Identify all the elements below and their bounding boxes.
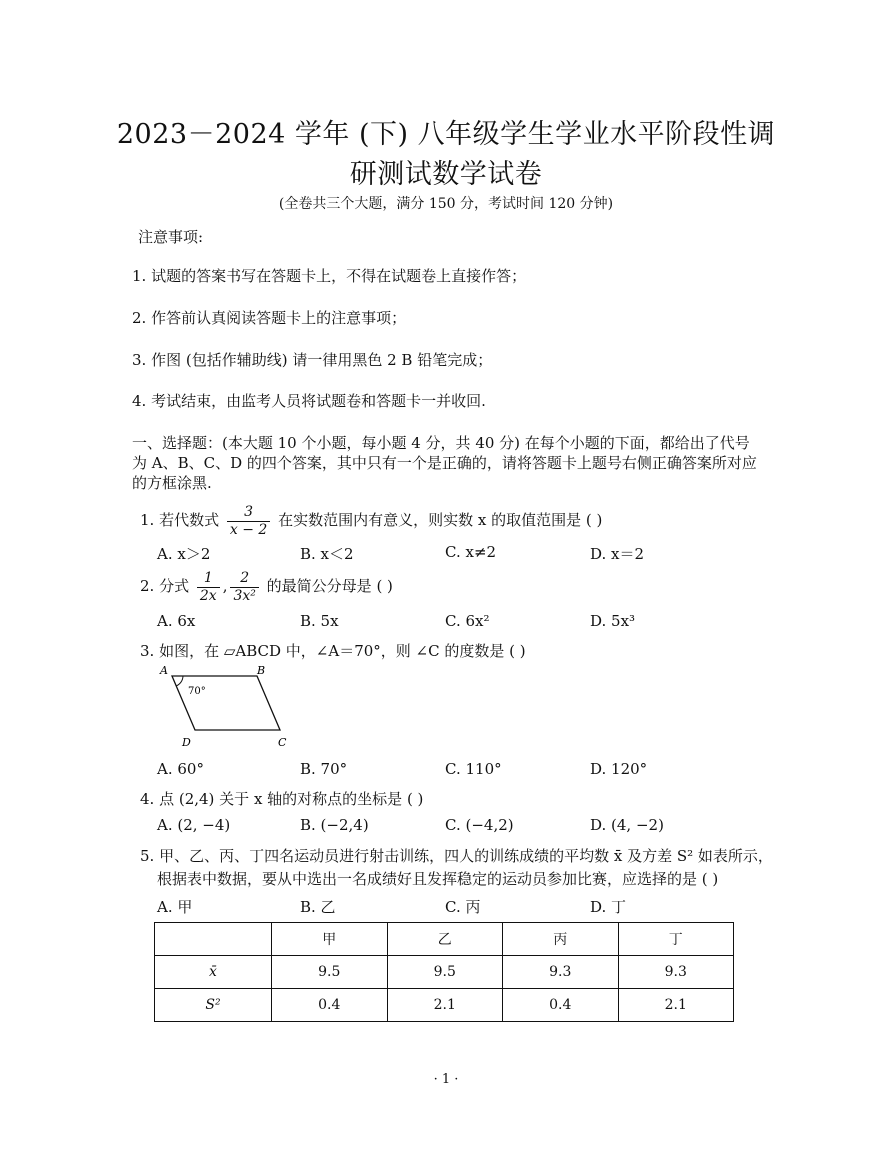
note-item: 2. 作答前认真阅读答题卡上的注意事项；: [132, 309, 407, 327]
q1-fraction: [227, 504, 270, 539]
table-cell: 甲: [272, 923, 388, 956]
section1-line1: 一、选择题：(本大题 10 个小题，每小题 4 分，共 40 分) 在每个小题的下面，都给出了代号: [132, 434, 750, 452]
notes-heading: 注意事项:: [138, 228, 204, 246]
q1-option-a: A. x＞2: [157, 545, 211, 563]
q5-option-d: D. 丁: [590, 898, 627, 916]
page-number: · 1 ·: [433, 1072, 459, 1087]
angle-label: 70°: [188, 686, 206, 697]
q2-fraction-2: [230, 570, 258, 605]
exam-title-line1: 2023－2024 学年 (下) 八年级学生学业水平阶段性调: [116, 119, 776, 150]
vertex-label-d: D: [182, 736, 191, 749]
q1-option-b: B. x＜2: [300, 545, 354, 563]
exam-subtitle: (全卷共三个大题，满分 150 分，考试时间 120 分钟): [278, 196, 614, 212]
q2-suffix: 的最简公分母是 ( ): [266, 577, 393, 595]
q2-frac2-den: 3x²: [233, 587, 256, 604]
table-cell: 9.5: [272, 956, 388, 989]
question-5-line2: 根据表中数据，要从中选出一名成绩好且发挥稳定的运动员参加比赛，应选择的是 ( ): [157, 870, 719, 888]
table-row: [155, 956, 734, 989]
table-cell: 乙: [387, 923, 503, 956]
q2-frac1-num: 1: [197, 570, 220, 588]
table-cell: 9.3: [503, 956, 619, 989]
q4-option-c: C. (−4,2): [445, 816, 514, 834]
q3-option-b: B. 70°: [300, 760, 348, 778]
table-cell: x̄: [155, 956, 272, 989]
parallelogram-shape: [172, 676, 280, 730]
table-cell: 丁: [618, 923, 734, 956]
table-cell: 2.1: [618, 989, 734, 1022]
q2-option-b: B. 5x: [300, 612, 339, 630]
note-item: 3. 作图 (包括作辅助线) 请一律用黑色 2 B 铅笔完成；: [132, 351, 493, 369]
table-cell: 9.3: [618, 956, 734, 989]
q1-prefix: 1. 若代数式: [140, 511, 220, 529]
table-header-row: [155, 923, 734, 956]
q4-option-d: D. (4, −2): [590, 816, 664, 834]
section1-line2: 为 A、B、C、D 的四个答案，其中只有一个是正确的，请将答题卡上题号右侧正确答案所对应: [132, 454, 757, 472]
note-item: 4. 考试结束，由监考人员将试题卷和答题卡一并收回.: [132, 392, 486, 410]
q2-separator: ,: [222, 577, 228, 595]
q2-prefix: 2. 分式: [140, 577, 190, 595]
question-4: 4. 点 (2,4) 关于 x 轴的对称点的坐标是 ( ): [140, 790, 424, 808]
question-1: [140, 500, 602, 540]
q1-frac-den: x − 2: [229, 521, 268, 538]
table-row: [155, 989, 734, 1022]
parallelogram-figure: [150, 660, 300, 752]
q5-option-c: C. 丙: [445, 898, 481, 916]
q5-option-a: A. 甲: [157, 898, 193, 916]
q2-frac1-den: 2x: [199, 587, 217, 604]
q4-option-b: B. (−2,4): [300, 816, 369, 834]
q1-option-c: C. x≠2: [445, 543, 497, 561]
q2-option-c: C. 6x²: [445, 612, 490, 630]
exam-title-line2: 研测试数学试卷: [349, 159, 543, 190]
q3-option-a: A. 60°: [157, 760, 204, 778]
q1-frac-num: 3: [227, 504, 270, 522]
table-cell: 丙: [503, 923, 619, 956]
question-2: [140, 566, 393, 606]
q3-option-c: C. 110°: [445, 760, 502, 778]
vertex-label-a: A: [160, 664, 168, 677]
q3-option-d: D. 120°: [590, 760, 648, 778]
vertex-label-b: B: [257, 664, 266, 677]
table-cell: [155, 923, 272, 956]
score-table: [154, 922, 734, 1022]
section1-line3: 的方框涂黑.: [132, 474, 212, 492]
note-item: 1. 试题的答案书写在答题卡上，不得在试题卷上直接作答；: [132, 267, 527, 285]
table-cell: 0.4: [503, 989, 619, 1022]
table-cell: 0.4: [272, 989, 388, 1022]
table-cell: S²: [155, 989, 272, 1022]
table-cell: 2.1: [387, 989, 503, 1022]
q4-option-a: A. (2, −4): [157, 816, 231, 834]
question-3: 3. 如图，在 ▱ABCD 中，∠A＝70°，则 ∠C 的度数是 ( ): [140, 642, 526, 660]
q2-option-a: A. 6x: [157, 612, 196, 630]
q2-fraction-1: [197, 570, 220, 605]
table-cell: 9.5: [387, 956, 503, 989]
angle-arc: [176, 676, 183, 686]
question-5-line1: 5. 甲、乙、丙、丁四名运动员进行射击训练，四人的训练成绩的平均数 x̄ 及方差 S² 如表所示，: [140, 847, 773, 865]
q2-frac2-num: 2: [230, 570, 258, 588]
q5-option-b: B. 乙: [300, 898, 336, 916]
q1-option-d: D. x＝2: [590, 545, 645, 563]
q1-suffix: 在实数范围内有意义，则实数 x 的取值范围是 ( ): [278, 511, 603, 529]
vertex-label-c: C: [278, 736, 287, 749]
q2-option-d: D. 5x³: [590, 612, 636, 630]
